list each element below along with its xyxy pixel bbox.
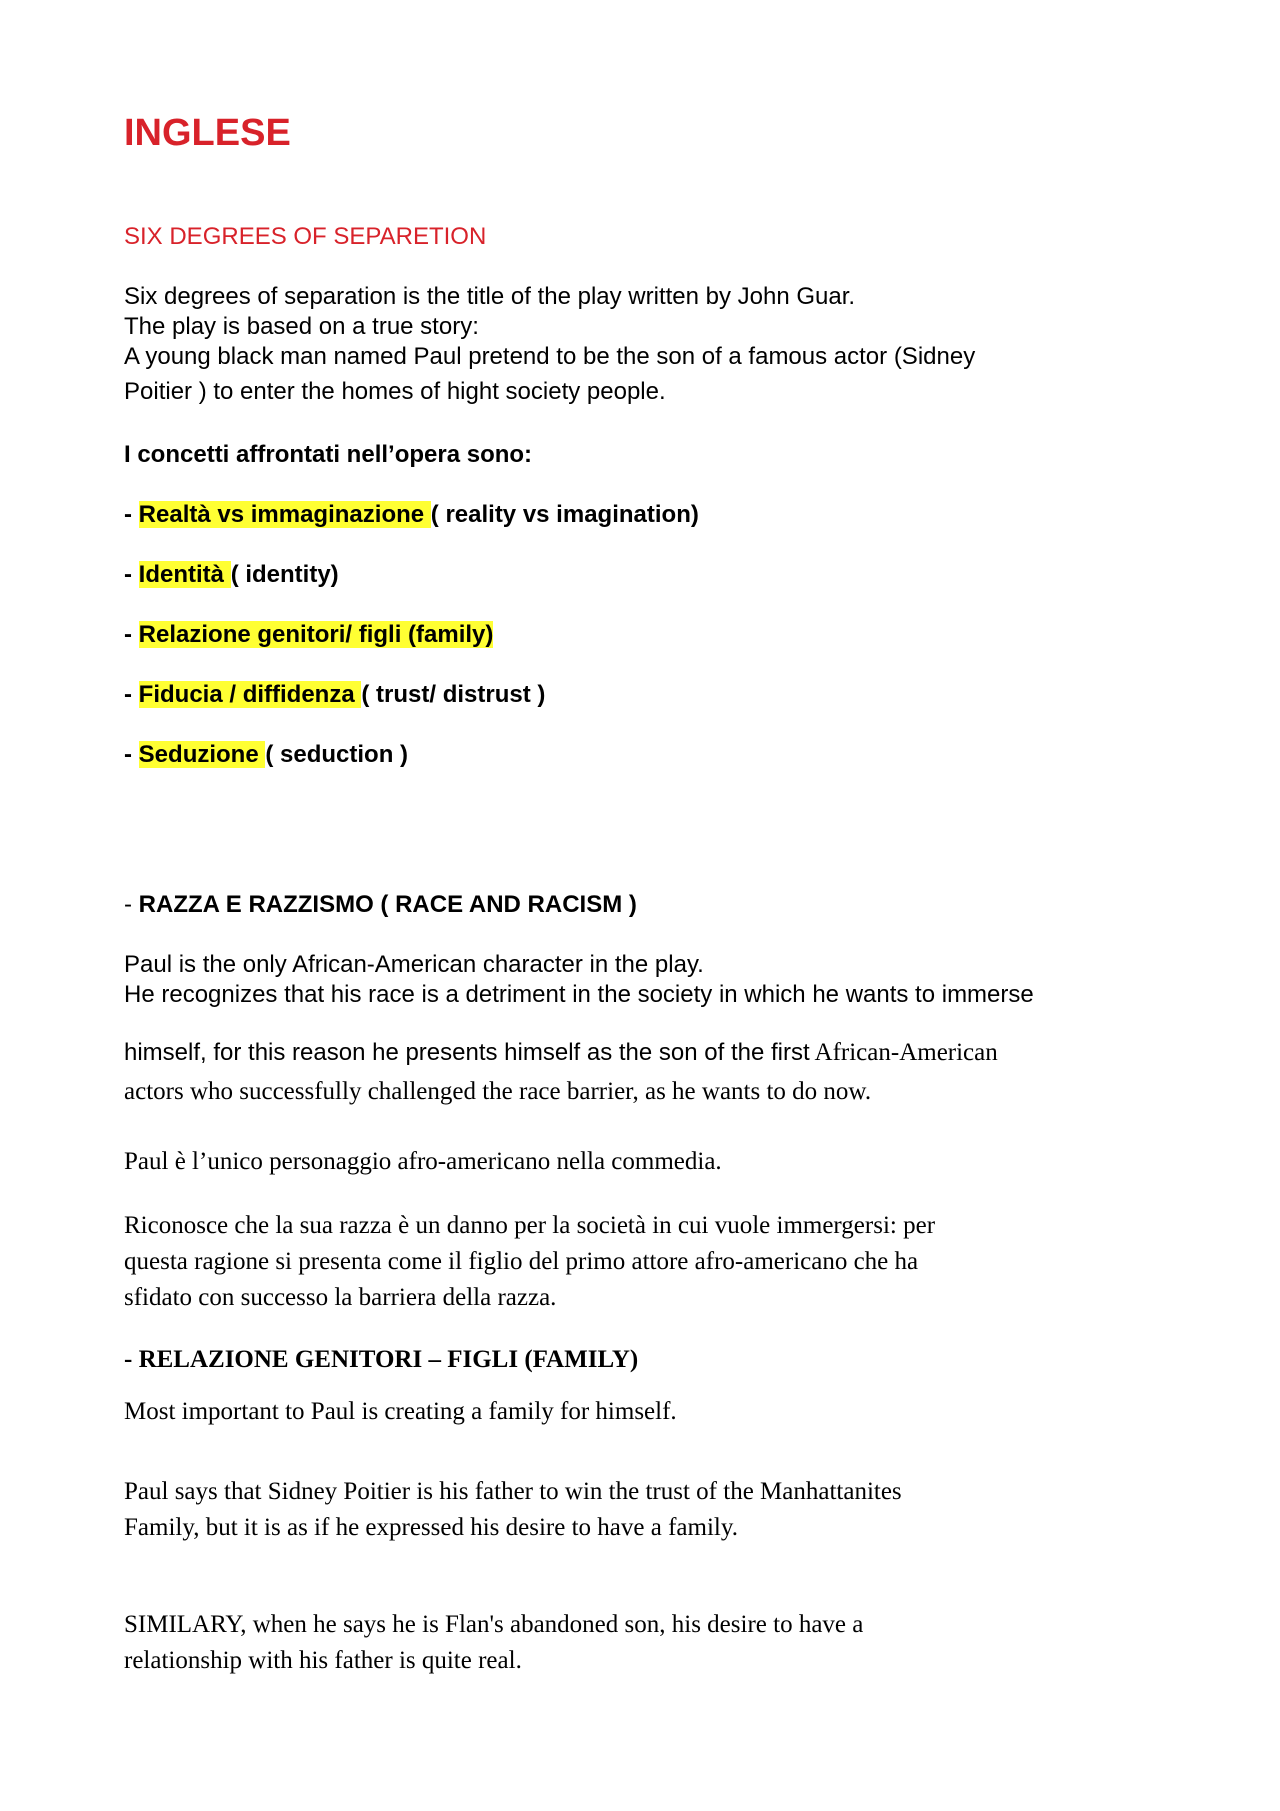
document-subtitle: SIX DEGREES OF SEPARETION <box>124 223 487 250</box>
family-para3-line-2: relationship with his father is quite real. <box>124 1647 522 1674</box>
concept-item <box>124 500 699 530</box>
family-para2-line-2: Family, but it is as if he expressed his desire to have a family. <box>124 1514 738 1541</box>
race-heading <box>124 890 637 920</box>
concept-item <box>124 680 545 710</box>
family-para2-line-1: Paul says that Sidney Poitier is his father to win the trust of the Manhattanites <box>124 1478 902 1505</box>
concept-highlight: Relazione genitori/ figli (family) <box>138 621 494 648</box>
intro-line-3: A young black man named Paul pretend to be the son of a famous actor (Sidney <box>124 343 976 370</box>
concept-highlight: Seduzione <box>138 741 266 768</box>
concept-translation: ( reality vs imagination) <box>430 501 699 528</box>
concept-highlight: Fiducia / diffidenza <box>138 681 362 708</box>
concept-highlight: Identità <box>138 561 231 588</box>
concept-translation: ( identity) <box>230 561 339 588</box>
concepts-heading: I concetti affrontati nell’opera sono: <box>124 441 533 468</box>
race-line-2: He recognizes that his race is a detriment in the society in which he wants to immerse <box>124 981 1034 1008</box>
concept-translation: ( seduction ) <box>265 741 409 768</box>
race-heading-text: RAZZA E RAZZISMO ( RACE AND RACISM ) <box>138 891 637 918</box>
race-italian-line: Paul è l’unico personaggio afro-americano nella commedia. <box>124 1148 722 1175</box>
concept-item <box>124 560 339 590</box>
concept-prefix: - <box>124 561 139 588</box>
concept-item <box>124 740 408 770</box>
concept-item <box>124 620 493 650</box>
concept-highlight: Realtà vs immaginazione <box>138 501 431 528</box>
race-italian-para-line-2: questa ragione si presenta come il figlio del primo attore afro-americano che ha <box>124 1248 919 1275</box>
concept-prefix: - <box>124 501 139 528</box>
race-line-3-serif: African-American <box>809 1039 998 1066</box>
document-title: INGLESE <box>124 112 291 154</box>
intro-line-2: The play is based on a true story: <box>124 313 479 340</box>
race-line-3-sans: himself, for this reason he presents himself as the son of the first <box>124 1039 810 1066</box>
concept-prefix: - <box>124 681 139 708</box>
family-line-1: Most important to Paul is creating a family for himself. <box>124 1398 677 1425</box>
race-line-1: Paul is the only African-American character in the play. <box>124 951 704 978</box>
intro-line-4: Poitier ) to enter the homes of hight society people. <box>124 378 666 405</box>
race-line-3 <box>124 1038 998 1068</box>
intro-line-1: Six degrees of separation is the title of the play written by John Guar. <box>124 283 856 310</box>
race-italian-para-line-1: Riconosce che la sua razza è un danno per la società in cui vuole immergersi: per <box>124 1212 936 1239</box>
race-heading-prefix: - <box>124 891 139 918</box>
concept-translation: ( trust/ distrust ) <box>361 681 546 708</box>
family-para3-line-1: SIMILARY, when he says he is Flan's abandoned son, his desire to have a <box>124 1611 864 1638</box>
concept-prefix: - <box>124 621 139 648</box>
race-italian-para-line-3: sfidato con successo la barriera della razza. <box>124 1284 557 1311</box>
family-heading: - RELAZIONE GENITORI – FIGLI (FAMILY) <box>124 1346 639 1373</box>
race-line-4: actors who successfully challenged the race barrier, as he wants to do now. <box>124 1078 872 1105</box>
concept-prefix: - <box>124 741 139 768</box>
